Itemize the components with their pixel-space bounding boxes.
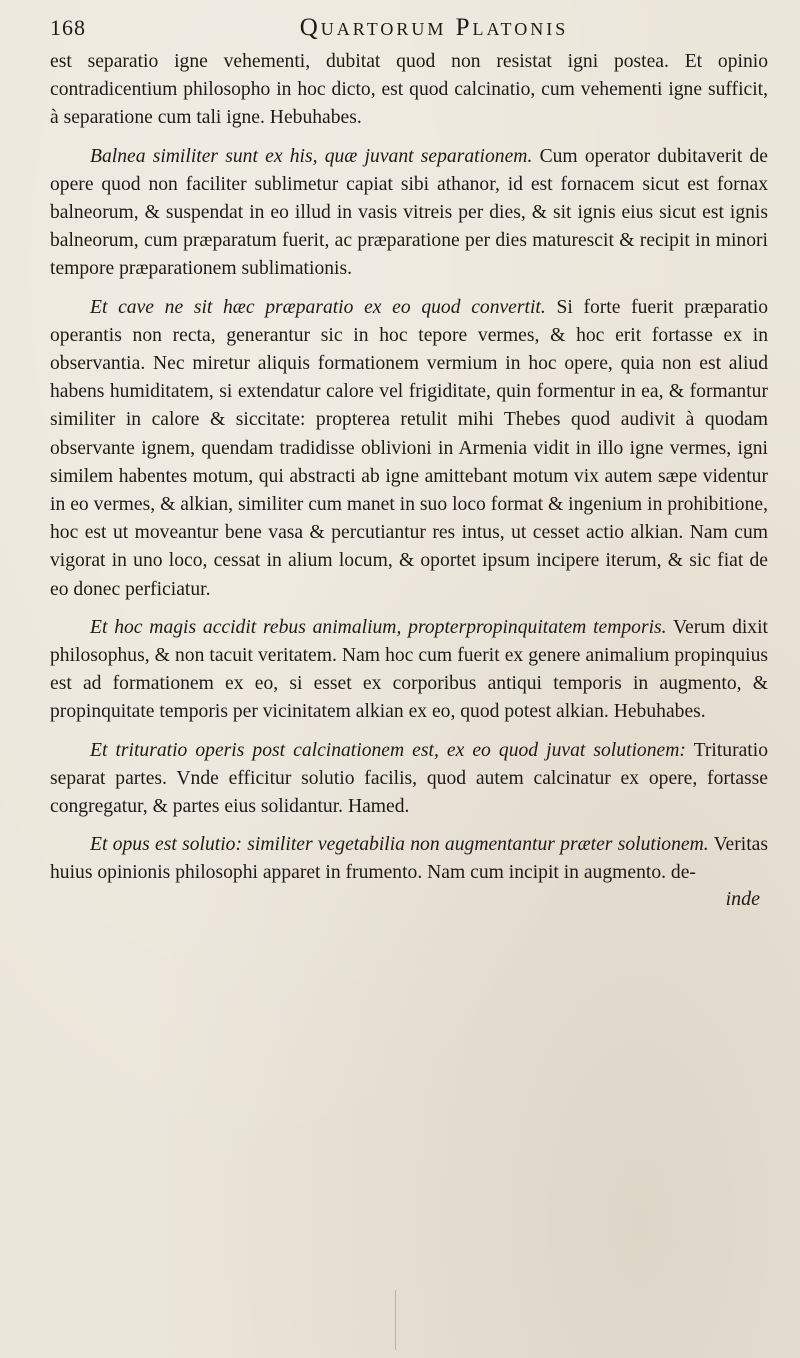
paragraph-1 <box>50 48 768 133</box>
paragraph-4-rubric: Et hoc magis accidit rebus animalium, propterpropinquitatem temporis. <box>90 616 667 638</box>
paragraph-6-rubric: Et opus est solutio: similiter vegetabilia non augmentantur præter solutionem. <box>90 834 709 856</box>
paragraph-5 <box>50 737 768 822</box>
paragraph-4-text: Verum dixit philosophus, & non tacuit veritatem. Nam hoc cum fuerit ex genere animalium propinquius est ad formationem ex eo, si esset ex corporibus antiqui temporis in augmento, & propinquitate temporis per vicinitatem alkian ex eo, quod potest alkian. Hebuhabes. <box>50 616 768 723</box>
paragraph-3 <box>50 294 768 604</box>
catchword: inde <box>725 887 760 910</box>
paragraph-5-text: Trituratio separat partes. Vnde efficitur solutio facilis, quod autem calcinatur ex opere, fortasse congregatur, & partes eius solidantur. Hamed. <box>50 739 768 818</box>
paragraph-3-text: Si forte fuerit præparatio operantis non recta, generantur sic in hoc tepore vermes, & hoc erit fortasse ex in observantia. Nec miretur aliquis formationem vermium in hoc opere, quia non est aliud habens humiditatem, si extendatur calore vel frigiditate, quin formentur in ea, & formantur similiter in calore & siccitate: propterea retulit mihi Thebes quod audivit à quodam observante ignem, quendam tradidisse oblivioni in Armenia vidit in illo igne vermes, igni similem habentes motum, qui abstracti ab igne amittebant motum vix autem sæpe videntur in eo vermes, & alkian, similiter cum manet in suo loco format & ingenium in prohibitione, hoc est ut moveantur bene vasa & percutiantur res intus, ut cesset actio alkian. Nam cum vigorat in uno loco, cessat in alium locum, & oportet ipsum incipere iterum, & sic fiat de eo donec perficiatur. <box>50 296 769 600</box>
paragraph-2-rubric: Balnea similiter sunt ex his, quæ juvant separationem. <box>90 145 533 167</box>
paragraph-3-rubric: Et cave ne sit hæc præparatio ex eo quod convertit. <box>90 296 546 318</box>
running-title: Quartorum Platonis <box>299 14 569 41</box>
paragraph-6-text: Veritas huius opinionis philosophi apparet in frumento. Nam cum incipit in augmento. de- <box>50 834 768 884</box>
paragraph-2 <box>50 143 768 284</box>
running-head <box>50 14 768 48</box>
page-number: 168 <box>50 15 86 40</box>
body-text <box>50 48 768 888</box>
binding-thread <box>395 1290 396 1350</box>
paragraph-2-text: Cum operator dubitaverit de opere quod non faciliter sublimetur capiat sibi athanor, id est fornacem sicut est fornax balneorum, & suspendat in eo illud in vasis vitreis per dies, & sit ignis eius sicut est ignis balneorum, cum præparatum fuerit, ac præparatione per dies maturescit & recipit in minori tempore præparationem sublimationis. <box>50 145 768 280</box>
paragraph-5-rubric: Et trituratio operis post calcinationem est, ex eo quod juvat solutionem: <box>90 739 686 761</box>
paragraph-1-text: est separatio igne vehementi, dubitat quod non resistat igni postea. Et opinio contradicentium philosopho in hoc dicto, est quod calcinatio, cum vehementi igne sufficit, à separatione cum tali igne. Hebuhabes. <box>50 51 768 129</box>
paragraph-4 <box>50 614 768 727</box>
paragraph-6 <box>50 831 768 887</box>
